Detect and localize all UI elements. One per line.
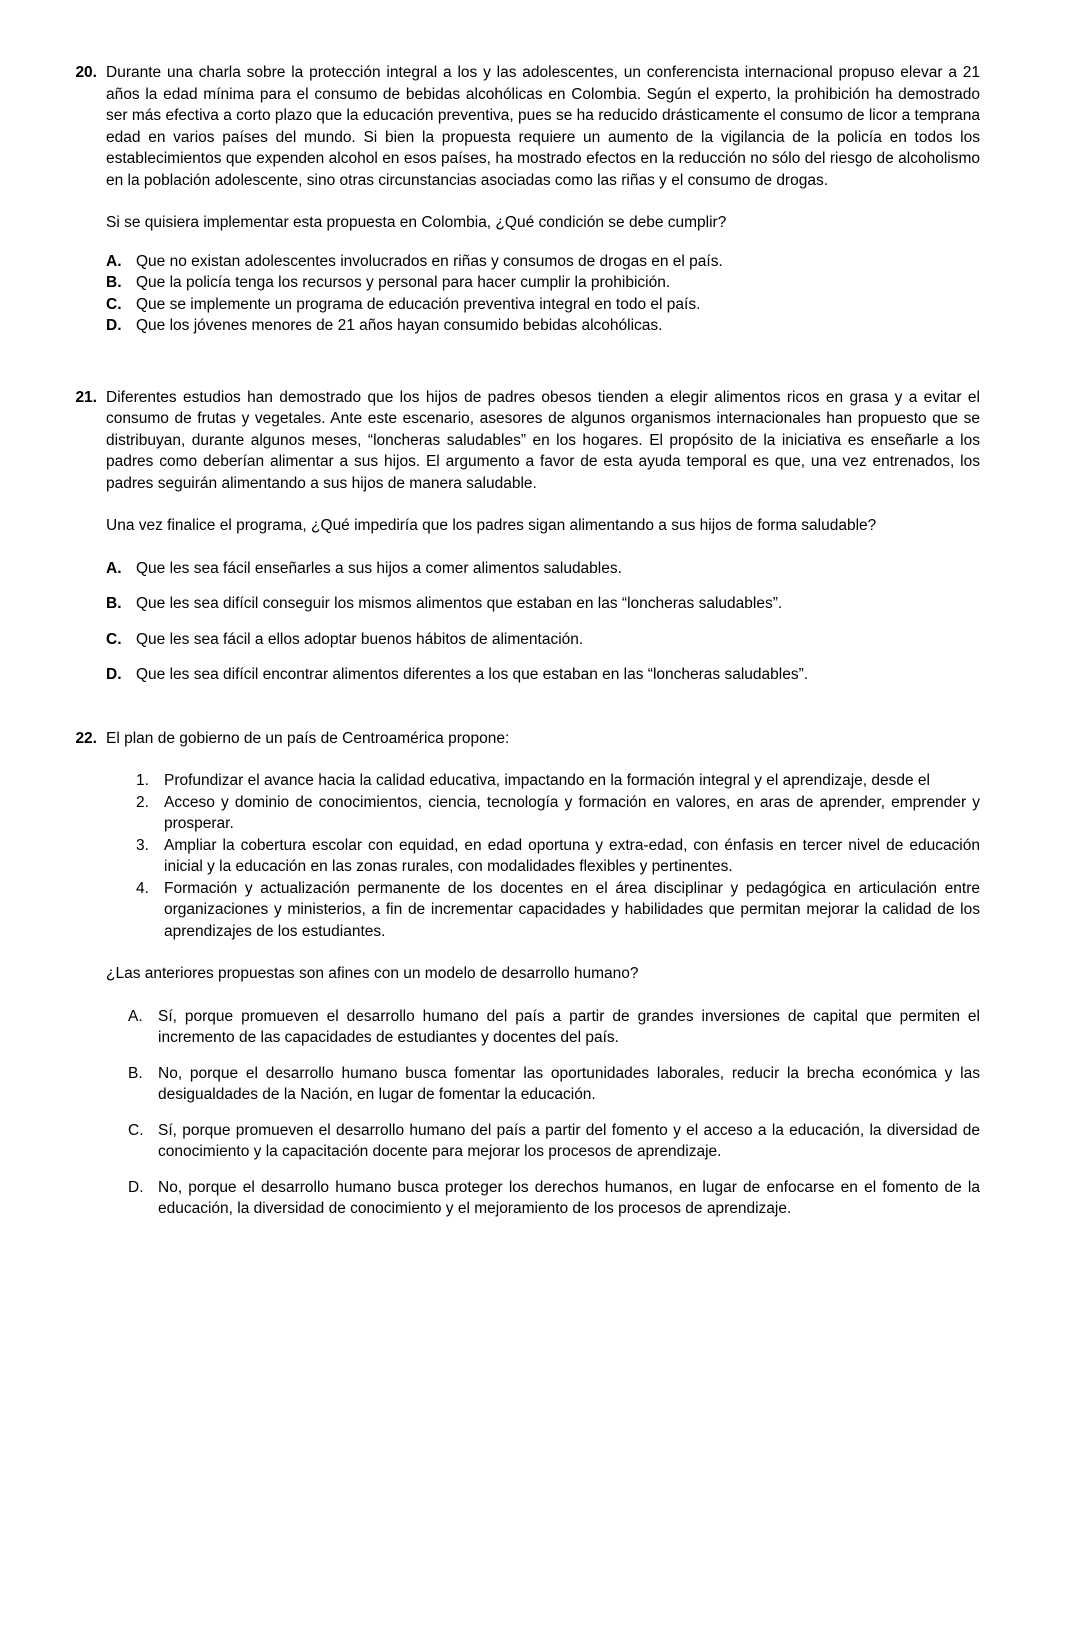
question-22-stem: El plan de gobierno de un país de Centroamérica propone: [106,729,510,747]
question-block-22 [68,728,980,1220]
spacer [106,537,980,558]
spacer [106,985,980,1006]
option-text: Que se implemente un programa de educación preventiva integral en todo el país. [136,295,701,313]
option-text: Que no existan adolescentes involucrados en riñas y consumos de drogas en el país. [136,252,723,270]
question-21-body [106,387,980,686]
proposal-marker: 4. [136,879,149,897]
option-letter: A. [128,1007,143,1025]
option-a[interactable] [128,1006,980,1049]
section-spacer [68,337,980,387]
option-text: Que los jóvenes menores de 21 años hayan consumido bebidas alcohólicas. [136,317,663,334]
spacer [106,942,980,963]
question-20-options [106,251,980,337]
option-text: Que les sea difícil encontrar alimentos diferentes a los que estaban en las “loncheras saludables”. [136,666,809,683]
option-text: Que les sea fácil a ellos adoptar buenos hábitos de alimentación. [136,630,584,648]
option-text: No, porque el desarrollo humano busca proteger los derechos humanos, en lugar de enfocarse en el fomento de la educación, la diversidad de conocimiento y el mejoramiento de los procesos de aprendizaje. [158,1178,980,1217]
option-d[interactable] [106,664,980,686]
question-21-stem: Diferentes estudios han demostrado que los hijos de padres obesos tienden a elegir alimentos ricos en grasa y a evitar el consumo de frutas y vegetales. Ante este escenario, asesores de algunos organismos internacionales han propuesto que se distribuyan, durante algunos meses, “loncheras saludables” en los hogares. El propósito de la iniciativa es enseñarle a los padres como deberían alimentar a sus hijos. El argumento a favor de esta ayuda temporal es que, una vez entrenados, los padres seguirán alimentando a sus hijos de manera saludable. [106,388,980,492]
question-21-options [106,558,980,686]
proposal-item-2 [136,792,980,835]
question-22-proposal-list [106,770,980,942]
option-letter: D. [128,1178,144,1196]
option-text: Sí, porque promueven el desarrollo humano del país a partir del fomento y el acceso a la educación, la diversidad de conocimiento y la capacitación docente para mejorar los procesos de aprendizaje. [158,1121,980,1160]
option-b[interactable] [106,593,980,615]
question-20-body [106,62,980,337]
spacer [106,749,980,770]
option-d[interactable] [128,1177,980,1220]
option-c[interactable] [106,294,980,316]
question-22-header [68,728,980,1220]
proposal-item-4 [136,878,980,943]
proposal-text: Profundizar el avance hacia la calidad educativa, impactando en la formación integral y el aprendizaje, desde el [164,772,930,789]
question-block-20 [68,62,980,337]
option-a[interactable] [106,558,980,580]
option-text: Que la policía tenga los recursos y personal para hacer cumplir la prohibición. [136,274,671,291]
option-d[interactable] [106,315,980,337]
spacer [106,234,980,251]
proposal-text: Formación y actualización permanente de los docentes en el área disciplinar y pedagógica en articulación entre organizaciones y ministerios, a fin de incrementar capacidades y habilidades que permitan mejorar la calidad de los aprendizajes de los estudiantes. [164,879,980,940]
proposal-text: Acceso y dominio de conocimientos, ciencia, tecnología y formación en valores, en aras de aprender, emprender y prosperar. [164,793,980,832]
question-20-stem: Durante una charla sobre la protección integral a los y las adolescentes, un conferencista internacional propuso elevar a 21 años la edad mínima para el consumo de bebidas alcohólicas en Colombia. Según el experto, la prohibición ha demostrado ser más efectiva a corto plazo que la educación preventiva, pues se ha reducido drásticamente el consumo de licor a temprana edad en varios países del mundo. Si bien la propuesta requiere un aumento de la vigilancia de la policía en todos los establecimientos que expenden alcohol en esos países, ha mostrado efectos en la reducción no sólo del riesgo de alcoholismo en la población adolescente, sino otras circunstancias asociadas como las riñas y el consumo de drogas. [106,64,980,189]
option-text: Que les sea fácil enseñarles a sus hijos a comer alimentos saludables. [136,559,622,577]
proposal-marker: 1. [136,772,149,789]
spacer [106,494,980,515]
option-letter: B. [128,1064,143,1082]
proposal-marker: 3. [136,836,149,854]
option-b[interactable] [128,1063,980,1106]
option-letter: C. [106,295,122,313]
question-20-prompt: Si se quisiera implementar esta propuesta en Colombia, ¿Qué condición se debe cumplir? [106,214,727,231]
question-21-header [68,387,980,686]
question-number-22: 22. [75,729,97,747]
option-letter: D. [106,666,122,683]
option-b[interactable] [106,272,980,294]
option-text: No, porque el desarrollo humano busca fomentar las oportunidades laborales, reducir la brecha económica y las desigualdades de la Nación, en lugar de fomentar la educación. [158,1064,980,1103]
question-number-21: 21. [75,388,97,406]
question-20-header [68,62,980,337]
spacer [106,191,980,212]
option-a[interactable] [106,251,980,273]
option-letter: A. [106,559,122,577]
proposal-text: Ampliar la cobertura escolar con equidad, en edad oportuna y extra-edad, con énfasis en tercer nivel de educación inicial y la educación en las zonas rurales, con modalidades flexibles y pertinentes. [164,836,980,875]
option-c[interactable] [128,1120,980,1163]
option-letter: C. [106,630,122,648]
question-22-prompt: ¿Las anteriores propuestas son afines con un modelo de desarrollo humano? [106,965,639,982]
option-letter: D. [106,317,122,334]
option-letter: B. [106,274,122,291]
proposal-item-1 [136,770,980,792]
proposal-item-3 [136,835,980,878]
question-number-20: 20. [75,64,97,81]
question-block-21 [68,387,980,686]
proposal-marker: 2. [136,793,149,811]
option-letter: C. [128,1121,144,1139]
option-letter: B. [106,595,122,612]
option-text: Que les sea difícil conseguir los mismos alimentos que estaban en las “loncheras saludables”. [136,595,783,612]
option-letter: A. [106,252,122,270]
section-spacer [68,686,980,728]
option-text: Sí, porque promueven el desarrollo humano del país a partir de grandes inversiones de capital que permiten el incremento de las capacidades de estudiantes y docentes del país. [158,1007,980,1046]
option-c[interactable] [106,629,980,651]
question-22-body [106,728,980,1220]
question-21-prompt: Una vez finalice el programa, ¿Qué impediría que los padres sigan alimentando a sus hijos de forma saludable? [106,517,877,534]
question-22-options [106,1006,980,1220]
